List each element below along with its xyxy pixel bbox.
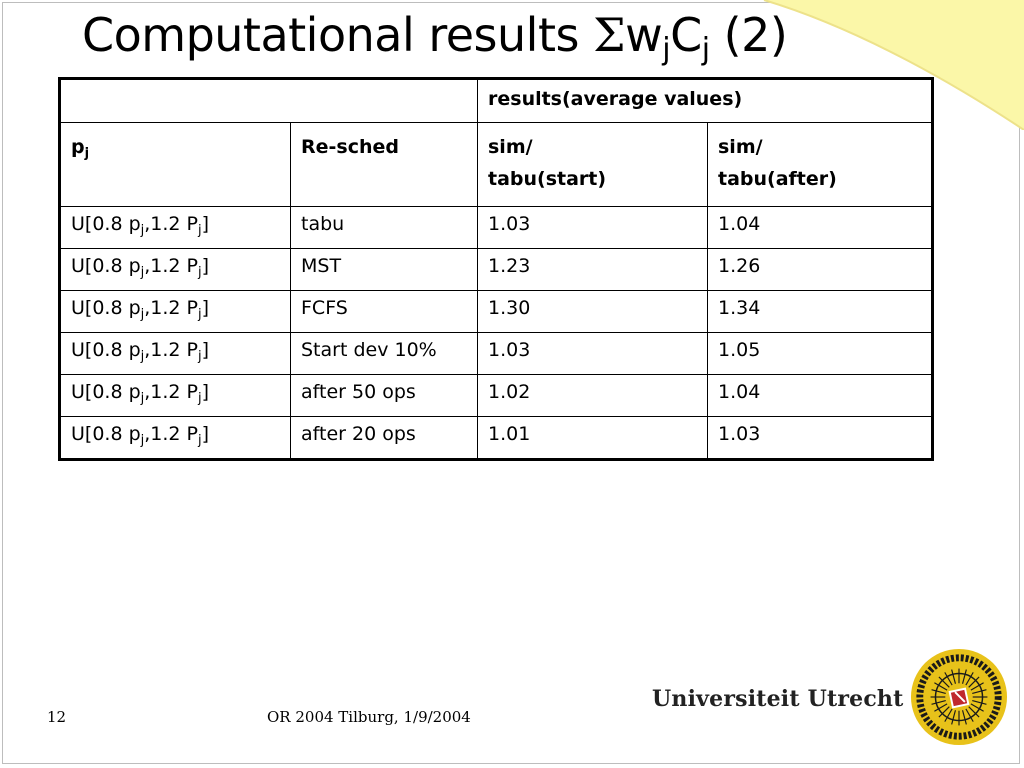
table-row <box>60 207 933 249</box>
resched-cell: FCFS <box>291 291 478 333</box>
table-group-header-row <box>60 79 933 123</box>
table-row <box>60 333 933 375</box>
after-value-cell: 1.05 <box>708 333 933 375</box>
resched-cell: tabu <box>291 207 478 249</box>
university-seal-icon <box>910 648 1008 746</box>
after-value-cell: 1.34 <box>708 291 933 333</box>
after-value-cell: 1.04 <box>708 375 933 417</box>
pj-cell: U[0.8 $p_j,1.2$ $P_j$] <box>60 249 291 291</box>
start-value-cell: 1.01 <box>478 417 708 460</box>
group-header-cell: results(average values) <box>478 79 933 123</box>
start-value-cell: 1.02 <box>478 375 708 417</box>
after-value-cell: 1.26 <box>708 249 933 291</box>
after-value-cell: 1.03 <box>708 417 933 460</box>
pj-cell: U[0.8 $p_j,1.2$ $P_j$] <box>60 333 291 375</box>
resched-cell: after 50 ops <box>291 375 478 417</box>
table-row <box>60 417 933 460</box>
pj-cell: U[0.8 $p_j,1.2$ $P_j$] <box>60 207 291 249</box>
start-value-cell: 1.30 <box>478 291 708 333</box>
start-value-cell: 1.03 <box>478 207 708 249</box>
page-number: 12 <box>47 708 67 726</box>
resched-cell: after 20 ops <box>291 417 478 460</box>
header-resched: Re-sched <box>291 123 478 207</box>
after-value-cell: 1.04 <box>708 207 933 249</box>
resched-cell: Start dev 10% <box>291 333 478 375</box>
table-row <box>60 375 933 417</box>
start-value-cell: 1.23 <box>478 249 708 291</box>
resched-cell: MST <box>291 249 478 291</box>
table-row <box>60 291 933 333</box>
header-sim-tabu-after: sim/ tabu(after) <box>708 123 933 207</box>
university-name: Universiteit Utrecht <box>652 686 904 712</box>
page-title: Computational results $\Sigma w_jC_j$ (2) <box>82 8 788 67</box>
pj-cell: U[0.8 $p_j,1.2$ $P_j$] <box>60 417 291 460</box>
empty-header-cell <box>60 79 478 123</box>
results-table <box>58 77 934 461</box>
footer-text: OR 2004 Tilburg, 1/9/2004 <box>267 708 471 726</box>
table-header-row <box>60 123 933 207</box>
start-value-cell: 1.03 <box>478 333 708 375</box>
header-pj: $p_j$ <box>60 123 291 207</box>
pj-cell: U[0.8 $p_j,1.2$ $P_j$] <box>60 375 291 417</box>
table-row <box>60 249 933 291</box>
header-sim-tabu-start: sim/ tabu(start) <box>478 123 708 207</box>
pj-cell: U[0.8 $p_j,1.2$ $P_j$] <box>60 291 291 333</box>
